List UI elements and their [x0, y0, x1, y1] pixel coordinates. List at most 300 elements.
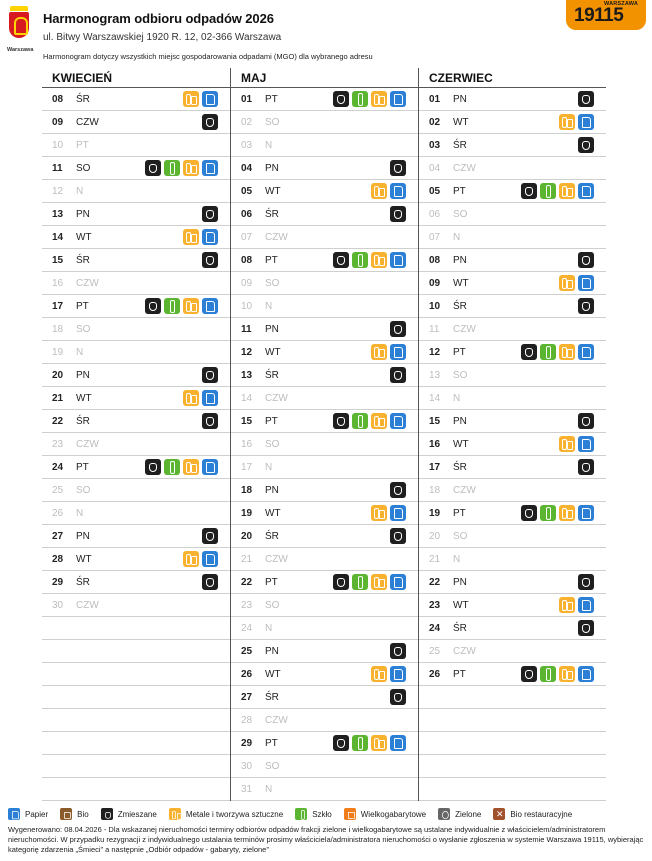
pickup-icons	[559, 436, 594, 452]
header	[0, 0, 652, 68]
day-of-week: N	[265, 783, 273, 795]
paper-icon	[202, 551, 218, 567]
day-row	[42, 594, 230, 617]
bottle-icon	[540, 666, 556, 682]
day-row	[42, 479, 230, 502]
day-number: 07	[241, 231, 253, 243]
day-row	[419, 364, 606, 387]
day-number: 24	[52, 461, 64, 473]
day-number: 23	[429, 599, 441, 611]
can-bottle-icon	[183, 229, 199, 245]
bag-icon	[521, 183, 537, 199]
day-of-week: PN	[453, 576, 467, 588]
day-row	[419, 272, 606, 295]
day-number: 08	[241, 254, 253, 266]
pickup-icons	[521, 344, 594, 360]
day-of-week: PN	[76, 369, 90, 381]
day-of-week: CZW	[76, 116, 99, 128]
bottle-icon	[540, 344, 556, 360]
day-of-week: WT	[453, 116, 469, 128]
can-bottle-icon	[559, 275, 575, 291]
day-of-week: PT	[265, 254, 278, 266]
paper-icon	[578, 344, 594, 360]
day-of-week: PN	[265, 323, 279, 335]
pickup-icons	[371, 666, 406, 682]
day-row	[42, 525, 230, 548]
day-of-week: WT	[265, 507, 281, 519]
day-of-week: CZW	[453, 162, 476, 174]
empty-row	[419, 755, 606, 778]
day-row	[419, 341, 606, 364]
pickup-icons	[578, 413, 594, 429]
day-of-week: PT	[76, 461, 89, 473]
day-row	[231, 548, 418, 571]
day-of-week: N	[76, 346, 84, 358]
bulky-icon	[344, 808, 356, 820]
day-of-week: PN	[453, 93, 467, 105]
paper-icon	[390, 666, 406, 682]
day-row	[42, 249, 230, 272]
day-number: 26	[52, 507, 64, 519]
bottle-icon	[352, 413, 368, 429]
bag-icon	[145, 298, 161, 314]
can-bottle-icon	[371, 252, 387, 268]
day-row	[231, 272, 418, 295]
day-of-week: PT	[76, 300, 89, 312]
day-row	[42, 364, 230, 387]
bag-icon	[202, 528, 218, 544]
day-of-week: CZW	[76, 277, 99, 289]
day-number: 12	[241, 346, 253, 358]
day-row	[419, 571, 606, 594]
bag-icon	[333, 252, 349, 268]
can-bottle-icon	[183, 298, 199, 314]
day-row	[231, 502, 418, 525]
cutlery-icon	[493, 808, 505, 820]
address: ul. Bitwy Warszawskiej 1920 R. 12, 02-366 Warszawa	[43, 32, 282, 43]
day-of-week: CZW	[453, 645, 476, 657]
pickup-icons	[183, 390, 218, 406]
day-of-week: PT	[265, 93, 278, 105]
day-number: 17	[429, 461, 441, 473]
bag-icon	[145, 459, 161, 475]
day-number: 13	[429, 369, 441, 381]
pickup-icons	[183, 229, 218, 245]
day-number: 12	[429, 346, 441, 358]
bag-icon	[390, 160, 406, 176]
day-number: 13	[52, 208, 64, 220]
day-of-week: N	[265, 139, 273, 151]
can-bottle-icon	[371, 666, 387, 682]
day-of-week: PN	[453, 254, 467, 266]
paper-icon	[202, 298, 218, 314]
paper-icon	[578, 505, 594, 521]
bag-icon	[202, 367, 218, 383]
pickup-icons	[183, 91, 218, 107]
day-number: 25	[429, 645, 441, 657]
legend-label: Zmieszane	[117, 809, 157, 819]
day-of-week: PN	[453, 415, 467, 427]
page-title: Harmonogram odbioru odpadów 2026	[43, 11, 274, 26]
pickup-icons	[578, 298, 594, 314]
day-row	[231, 410, 418, 433]
empty-row	[42, 732, 230, 755]
bag-icon	[202, 114, 218, 130]
bag-icon	[333, 91, 349, 107]
day-of-week: PN	[76, 208, 90, 220]
day-of-week: ŚR	[453, 300, 467, 312]
day-of-week: SO	[76, 484, 91, 496]
day-row	[231, 157, 418, 180]
day-row	[419, 502, 606, 525]
day-number: 14	[52, 231, 64, 243]
day-number: 01	[429, 93, 441, 105]
pickup-icons	[578, 91, 594, 107]
day-number: 19	[241, 507, 253, 519]
pickup-icons	[390, 367, 406, 383]
day-number: 10	[241, 300, 253, 312]
can-bottle-icon	[183, 459, 199, 475]
day-row	[42, 272, 230, 295]
legend-item	[101, 808, 157, 820]
pickup-icons	[578, 252, 594, 268]
day-row	[42, 157, 230, 180]
pickup-icons	[578, 574, 594, 590]
day-row	[42, 410, 230, 433]
day-number: 17	[241, 461, 253, 473]
pickup-icons	[521, 505, 594, 521]
day-number: 31	[241, 783, 253, 795]
paper-icon	[578, 597, 594, 613]
day-row	[231, 203, 418, 226]
day-row	[419, 548, 606, 571]
day-of-week: ŚR	[453, 139, 467, 151]
day-number: 11	[429, 323, 440, 335]
day-of-week: WT	[453, 277, 469, 289]
day-of-week: SO	[76, 323, 91, 335]
day-of-week: CZW	[76, 438, 99, 450]
paper-icon	[390, 505, 406, 521]
day-number: 20	[241, 530, 253, 542]
bag-icon	[390, 643, 406, 659]
empty-row	[42, 640, 230, 663]
can-bottle-icon	[371, 735, 387, 751]
paper-icon	[390, 252, 406, 268]
bag-icon	[521, 344, 537, 360]
paper-icon	[390, 344, 406, 360]
day-row	[42, 180, 230, 203]
legend-label: Papier	[25, 809, 49, 819]
bag-icon	[390, 367, 406, 383]
day-number: 06	[429, 208, 441, 220]
leaf-icon	[438, 808, 450, 820]
day-of-week: SO	[265, 760, 280, 772]
pickup-icons	[183, 551, 218, 567]
day-number: 25	[241, 645, 253, 657]
day-row	[419, 410, 606, 433]
day-row	[231, 387, 418, 410]
day-number: 20	[429, 530, 441, 542]
day-number: 15	[429, 415, 441, 427]
day-row	[231, 295, 418, 318]
day-row	[231, 617, 418, 640]
can-bottle-icon	[169, 808, 181, 820]
day-row	[231, 456, 418, 479]
day-of-week: N	[453, 231, 461, 243]
can-bottle-icon	[559, 597, 575, 613]
legend-label: Bio	[77, 809, 89, 819]
month-column-may	[230, 68, 418, 801]
day-number: 19	[429, 507, 441, 519]
day-number: 19	[52, 346, 64, 358]
day-number: 10	[429, 300, 441, 312]
day-row	[231, 111, 418, 134]
day-of-week: N	[265, 461, 273, 473]
legend-label: Bio restauracyjne	[510, 809, 573, 819]
bag-icon	[390, 321, 406, 337]
day-row	[42, 318, 230, 341]
pickup-icons	[333, 735, 406, 751]
day-number: 12	[52, 185, 64, 197]
bio-icon	[60, 808, 72, 820]
pickup-icons	[202, 413, 218, 429]
can-bottle-icon	[371, 505, 387, 521]
bottle-icon	[164, 459, 180, 475]
day-of-week: SO	[265, 438, 280, 450]
paper-icon	[578, 114, 594, 130]
day-row	[419, 456, 606, 479]
pickup-icons	[202, 367, 218, 383]
day-number: 04	[429, 162, 441, 174]
pickup-icons	[145, 160, 218, 176]
day-of-week: WT	[265, 668, 281, 680]
day-of-week: N	[453, 553, 461, 565]
pickup-icons	[559, 275, 594, 291]
bag-icon	[578, 620, 594, 636]
day-of-week: N	[76, 507, 84, 519]
day-of-week: ŚR	[265, 369, 279, 381]
day-number: 16	[52, 277, 64, 289]
day-of-week: SO	[265, 599, 280, 611]
pickup-icons	[371, 505, 406, 521]
day-of-week: PN	[265, 484, 279, 496]
paper-icon	[390, 183, 406, 199]
legend-label: Wielkogabarytowe	[360, 809, 427, 819]
day-of-week: ŚR	[453, 461, 467, 473]
day-row	[419, 157, 606, 180]
day-row	[42, 203, 230, 226]
day-row	[419, 640, 606, 663]
pickup-icons	[390, 528, 406, 544]
bottle-icon	[164, 160, 180, 176]
day-of-week: PN	[265, 645, 279, 657]
paper-icon	[390, 91, 406, 107]
paper-icon	[202, 160, 218, 176]
pickup-icons	[371, 344, 406, 360]
empty-row	[42, 686, 230, 709]
day-list	[419, 88, 606, 801]
day-of-week: ŚR	[265, 530, 279, 542]
bag-icon	[202, 413, 218, 429]
can-bottle-icon	[371, 574, 387, 590]
paper-icon	[202, 459, 218, 475]
pickup-icons	[559, 114, 594, 130]
day-number: 03	[241, 139, 253, 151]
day-of-week: PT	[76, 139, 89, 151]
day-number: 11	[52, 162, 63, 174]
pickup-icons	[333, 574, 406, 590]
day-of-week: CZW	[76, 599, 99, 611]
bag-icon	[202, 574, 218, 590]
pickup-icons	[521, 666, 594, 682]
legend-item	[438, 808, 481, 820]
day-of-week: WT	[76, 553, 92, 565]
day-row	[419, 433, 606, 456]
day-of-week: PT	[265, 576, 278, 588]
empty-row	[419, 686, 606, 709]
bag-icon	[578, 459, 594, 475]
legend-item	[295, 808, 332, 820]
can-bottle-icon	[559, 666, 575, 682]
day-number: 30	[241, 760, 253, 772]
pickup-icons	[390, 160, 406, 176]
day-of-week: PT	[453, 185, 466, 197]
day-row	[419, 134, 606, 157]
pickup-icons	[202, 528, 218, 544]
day-row	[231, 709, 418, 732]
day-number: 09	[429, 277, 441, 289]
bag-icon	[202, 206, 218, 222]
day-row	[231, 663, 418, 686]
day-row	[419, 180, 606, 203]
legend	[8, 806, 648, 822]
day-row	[231, 571, 418, 594]
day-row	[42, 502, 230, 525]
day-of-week: CZW	[265, 553, 288, 565]
bag-icon	[390, 482, 406, 498]
badge-number: 19115	[574, 5, 624, 26]
bag-icon	[202, 252, 218, 268]
empty-row	[42, 709, 230, 732]
pickup-icons	[578, 620, 594, 636]
bottle-icon	[295, 808, 307, 820]
can-bottle-icon	[559, 183, 575, 199]
day-number: 27	[241, 691, 253, 703]
pickup-icons	[521, 183, 594, 199]
day-of-week: PN	[265, 162, 279, 174]
day-of-week: N	[265, 300, 273, 312]
can-bottle-icon	[183, 91, 199, 107]
month-title: MAJ	[231, 68, 418, 88]
day-number: 02	[241, 116, 253, 128]
bottle-icon	[540, 505, 556, 521]
shield-icon	[9, 12, 29, 38]
paper-icon	[390, 735, 406, 751]
can-bottle-icon	[371, 413, 387, 429]
month-column-april	[42, 68, 230, 801]
day-row	[419, 226, 606, 249]
day-row	[231, 226, 418, 249]
day-row	[42, 341, 230, 364]
day-row	[231, 88, 418, 111]
day-row	[231, 778, 418, 801]
legend-item	[60, 808, 89, 820]
day-of-week: N	[265, 622, 273, 634]
crest-label: Warszawa	[7, 47, 34, 53]
day-of-week: SO	[265, 116, 280, 128]
day-of-week: SO	[76, 162, 91, 174]
can-bottle-icon	[371, 183, 387, 199]
bottle-icon	[352, 735, 368, 751]
day-number: 18	[429, 484, 441, 496]
day-number: 16	[241, 438, 253, 450]
empty-row	[419, 709, 606, 732]
day-number: 04	[241, 162, 253, 174]
pickup-icons	[145, 298, 218, 314]
day-of-week: ŚR	[265, 208, 279, 220]
pickup-icons	[390, 643, 406, 659]
bag-icon	[333, 735, 349, 751]
day-of-week: PT	[453, 346, 466, 358]
day-row	[42, 295, 230, 318]
legend-label: Zielone	[455, 809, 482, 819]
day-number: 21	[52, 392, 64, 404]
day-number: 05	[429, 185, 441, 197]
paper-icon	[578, 666, 594, 682]
pickup-icons	[578, 459, 594, 475]
day-number: 22	[52, 415, 64, 427]
day-number: 21	[241, 553, 253, 565]
can-bottle-icon	[559, 436, 575, 452]
day-row	[419, 617, 606, 640]
can-bottle-icon	[559, 114, 575, 130]
bag-icon	[578, 137, 594, 153]
can-bottle-icon	[559, 344, 575, 360]
day-of-week: CZW	[265, 392, 288, 404]
day-row	[42, 88, 230, 111]
day-row	[419, 295, 606, 318]
day-number: 17	[52, 300, 64, 312]
can-bottle-icon	[371, 344, 387, 360]
day-number: 28	[241, 714, 253, 726]
day-number: 26	[241, 668, 253, 680]
bag-icon	[578, 298, 594, 314]
day-row	[419, 249, 606, 272]
day-number: 18	[52, 323, 64, 335]
day-number: 14	[429, 392, 441, 404]
day-of-week: SO	[453, 369, 468, 381]
day-of-week: WT	[453, 599, 469, 611]
can-bottle-icon	[559, 505, 575, 521]
day-of-week: WT	[76, 392, 92, 404]
crown-icon	[10, 6, 28, 11]
day-row	[231, 249, 418, 272]
day-list	[231, 88, 418, 801]
pickup-icons	[390, 206, 406, 222]
day-of-week: PT	[453, 668, 466, 680]
empty-row	[419, 732, 606, 755]
pickup-icons	[390, 482, 406, 498]
day-row	[231, 364, 418, 387]
day-row	[419, 525, 606, 548]
day-number: 10	[52, 139, 64, 151]
month-column-june	[418, 68, 606, 801]
day-row	[231, 433, 418, 456]
paper-icon	[202, 229, 218, 245]
pickup-icons	[333, 91, 406, 107]
day-number: 30	[52, 599, 64, 611]
paper-icon	[202, 390, 218, 406]
